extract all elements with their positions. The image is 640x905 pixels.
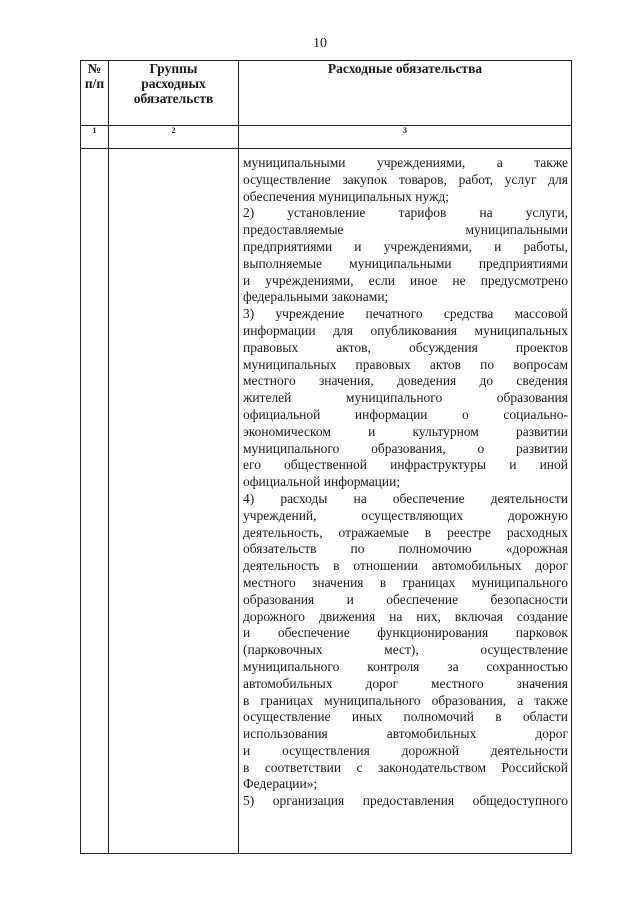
obligation-text-line: 3) учреждение печатного средства массовой [243, 306, 568, 322]
obligation-text-line: жителей муниципального образования [243, 390, 568, 406]
table-header-row [81, 61, 572, 126]
obligation-text-line: автомобильных дорог местного значения [243, 675, 568, 691]
obligation-text-line: местного значения, доведения до сведения [243, 373, 568, 389]
obligation-text-line: обязательств по полномочию «дорожная [243, 541, 568, 557]
obligation-text-line: федеральными законами; [243, 289, 389, 305]
obligation-text-line: образования и обеспечение безопасности [243, 591, 568, 607]
row-obligations-cell [239, 149, 572, 854]
column-number: 3 [239, 126, 572, 149]
obligation-text-line: обеспечения муниципальных нужд; [243, 188, 450, 204]
header-num [81, 61, 109, 126]
column-number: 1 [81, 126, 109, 149]
obligation-text-line: и обеспечение функционирования парковок [243, 625, 568, 641]
obligation-text-line: предприятиями и учреждениями, и работы, [243, 238, 568, 254]
header-group-line: расходных [141, 76, 206, 91]
obligation-text-line: 5) организация предоставления общедоступного [243, 793, 568, 809]
obligation-text-line: муниципальных правовых актов по вопросам [243, 356, 568, 372]
obligations-table [80, 60, 572, 854]
obligation-text-line: его общественной инфраструктуры и иной [243, 457, 568, 473]
obligation-text-line: муниципального контроля за сохранностью [243, 658, 568, 674]
obligation-text-line: 4) расходы на обеспечение деятельности [243, 490, 568, 506]
obligation-text-line: информации для опубликования муниципальных [243, 322, 568, 338]
obligation-text-line: деятельность в отношении автомобильных дорог [243, 558, 568, 574]
row-group-cell [109, 149, 239, 854]
obligation-text-line: предоставляемые муниципальными [243, 222, 568, 238]
obligation-text-line: и учреждениями, если иное не предусмотрено [243, 272, 568, 288]
obligation-text-line: правовых актов, обсуждения проектов [243, 339, 568, 355]
obligation-text-line: 2) установление тарифов на услуги, [243, 205, 568, 221]
table-row [81, 149, 572, 854]
obligation-text-line: деятельность, отражаемые в реестре расходных [243, 524, 568, 540]
obligation-text-line: (парковочных мест), осуществление [243, 642, 568, 658]
column-numbers-row [81, 126, 572, 149]
obligation-text-line: учреждений, осуществляющих дорожную [243, 507, 568, 523]
obligation-text-line: Федерации»; [243, 776, 318, 792]
header-num-line: п/п [84, 76, 105, 91]
header-group [109, 61, 239, 126]
page-number: 10 [313, 36, 327, 51]
obligation-text-line: официальной информации о социально- [243, 406, 568, 422]
obligation-text-line: местного значения в границах муниципального [243, 574, 568, 590]
obligation-text-line: осуществление иных полномочий в области [243, 709, 568, 725]
obligation-text-line: в соответствии с законодательством Российской [243, 759, 568, 775]
header-group-line: Группы [149, 61, 198, 76]
obligation-text-line: муниципального образования, о развитии [243, 440, 568, 456]
header-num-line: № [87, 61, 102, 76]
obligation-text-line: муниципальными учреждениями, а также [243, 155, 568, 170]
obligation-text-line: осуществление закупок товаров, работ, услуг для [243, 171, 568, 187]
obligation-text-line: официальной информации; [243, 474, 401, 490]
obligation-text-line: выполняемые муниципальными предприятиями [243, 255, 568, 271]
obligation-text-line: в границах муниципального образования, а также [243, 692, 568, 708]
column-number: 2 [109, 126, 239, 149]
obligation-text-line: и осуществления дорожной деятельности [243, 742, 568, 758]
obligation-text-line: дорожного движения на них, включая создание [243, 608, 568, 624]
obligation-text-line: экономическом и культурном развитии [243, 423, 568, 439]
header-group-line: обязательств [133, 91, 214, 106]
obligation-text-line: использования автомобильных дорог [243, 726, 568, 742]
row-num-cell [81, 149, 109, 854]
header-obligations: Расходные обязательства [239, 61, 572, 126]
